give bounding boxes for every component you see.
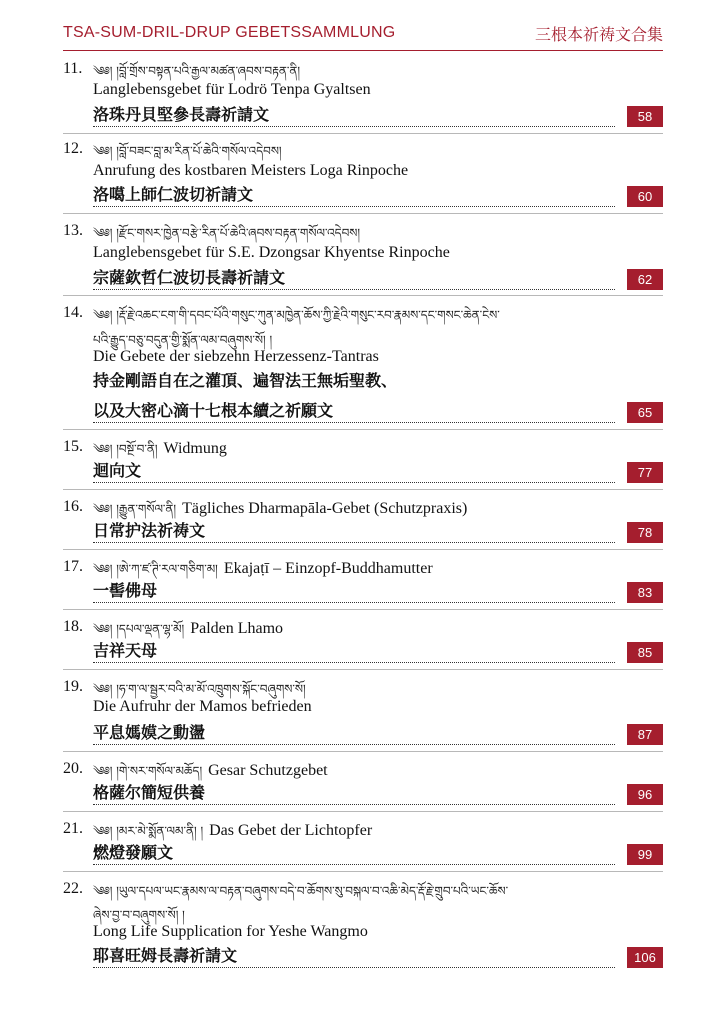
entry-number: 13. — [63, 222, 83, 239]
entry-tibetan-title: ༄༅། །དཔལ་ལྡན་ལྷ་མོ། — [93, 622, 185, 636]
page-number-badge[interactable]: 85 — [627, 642, 663, 663]
toc-entry[interactable] — [63, 134, 663, 214]
entry-german-title: Langlebensgebet für Lodrö Tenpa Gyaltsen — [93, 81, 371, 98]
entry-chinese-title: 一髻佛母 — [93, 580, 615, 603]
entry-number: 18. — [63, 618, 83, 635]
toc-entry[interactable] — [63, 490, 663, 550]
entry-number: 14. — [63, 304, 83, 321]
entry-tibetan-title: ༄༅། །རྡོ་རྗེ་འཆང་ངག་གི་དབང་པོའི་གསུང་ཀུན་མཁྱེན་ཆོས་ཀྱི་རྗེའི་གསུང་རབ་རྣམས་དང་གསང་ཆེན་ངེས་ — [93, 308, 500, 322]
entry-tibetan-title: ༄༅། །བསྔོ་བ་ནི། — [93, 442, 158, 456]
entry-chinese-title: 日常护法祈祷文 — [93, 520, 615, 543]
entry-tibetan-title: ༄༅། །ཨེ་ཀ་ཛ་ཊི་རལ་གཅིག་མ། — [93, 562, 218, 576]
entry-tibetan-title-continued: པའི་རྒྱུད་བཅུ་བདུན་གྱི་སྨོན་ལམ་བཞུགས་སོ། ། — [93, 333, 273, 347]
entry-tibetan-title: ༄༅། །ཡུལ་དཔལ་ཡང་རྣམས་ལ་བརྟན་བཞུགས་བདེ་བ་ཆོགས་སུ་བསྐལ་བ་འཆི་མེད་རྡོ་རྗེ་གྲུབ་པའི་ཡང་ཆོས་ — [93, 884, 509, 898]
entry-german-title: Tägliches Dharmapāla-Gebet (Schutzpraxis) — [182, 500, 468, 517]
page-number-badge[interactable]: 96 — [627, 784, 663, 805]
entry-german-title: Anrufung des kostbaren Meisters Loga Rinpoche — [93, 162, 409, 179]
entry-chinese-title: 格薩尔簡短供養 — [93, 782, 615, 805]
page-number-badge[interactable]: 77 — [627, 462, 663, 483]
toc-entry[interactable] — [63, 430, 663, 490]
entry-number: 15. — [63, 438, 83, 455]
entry-chinese-title: 燃燈發願文 — [93, 842, 615, 865]
page-number-badge[interactable]: 83 — [627, 582, 663, 603]
page-number-badge[interactable]: 99 — [627, 844, 663, 865]
page-number-badge[interactable]: 58 — [627, 106, 663, 127]
entry-german-title: Langlebensgebet für S.E. Dzongsar Khyentse Rinpoche — [93, 244, 450, 261]
toc-entry[interactable] — [63, 670, 663, 752]
entry-german-title: Die Aufruhr der Mamos befrieden — [93, 698, 312, 715]
toc-entry[interactable] — [63, 56, 663, 134]
toc-entry[interactable] — [63, 812, 663, 872]
entry-tibetan-title: ༄༅། །ཧ་ག་ལ་སྦྱར་བའི་མ་མོ་འཁྲུགས་སྐོང་བཞུགས་སོ། — [93, 682, 306, 696]
entry-german-title: Das Gebet der Lichtopfer — [209, 822, 373, 839]
page-number-badge[interactable]: 60 — [627, 186, 663, 207]
entry-number: 21. — [63, 820, 83, 837]
entry-tibetan-title: ༄༅། །གེ་སར་གསོལ་མཆོད། — [93, 764, 203, 778]
entry-number: 16. — [63, 498, 83, 515]
entry-tibetan-title: ༄༅། །རྫོང་གསར་ཁྱེན་བརྩེ་རིན་པོ་ཆེའི་ཞབས་བརྟན་གསོལ་འདེབས། — [93, 226, 361, 240]
page-header — [63, 18, 663, 51]
entry-tibetan-title: ༄༅། །བློ་གྲོས་བསྟན་པའི་རྒྱལ་མཚན་ཞབས་བརྟན་ནི། — [93, 64, 301, 78]
entry-number: 19. — [63, 678, 83, 695]
collection-title-chinese: 三根本祈祷文合集 — [534, 25, 663, 44]
entry-number: 22. — [63, 880, 83, 897]
page-number-badge[interactable]: 65 — [627, 402, 663, 423]
entry-chinese-title: 迴向文 — [93, 460, 615, 483]
table-of-contents — [63, 56, 663, 972]
page-number-badge[interactable]: 106 — [627, 947, 663, 968]
entry-number: 12. — [63, 140, 83, 157]
page-number-badge[interactable]: 62 — [627, 269, 663, 290]
entry-german-title: Long Life Supplication for Yeshe Wangmo — [93, 923, 368, 940]
toc-entry[interactable] — [63, 214, 663, 296]
entry-german-title: Gesar Schutzgebet — [208, 762, 328, 779]
entry-chinese-title: 耶喜旺姆長壽祈請文 — [93, 945, 615, 968]
entry-tibetan-title: ༄༅། །མར་མེ་སྨོན་ལམ་ནི། ། — [93, 824, 204, 838]
entry-chinese-title: 吉祥天母 — [93, 640, 615, 663]
entry-chinese-title: 宗薩欽哲仁波切長壽祈請文 — [93, 267, 615, 290]
entry-german-title: Widmung — [163, 440, 227, 457]
entry-chinese-title: 洛珠丹貝堅參長壽祈請文 — [93, 104, 615, 127]
toc-entry[interactable] — [63, 872, 663, 972]
entry-chinese-title: 以及大密心滴十七根本續之祈願文 — [93, 400, 615, 423]
entry-german-title: Die Gebete der siebzehn Herzessenz-Tantras — [93, 348, 379, 365]
entry-tibetan-title-continued: ཞེས་བྱ་བ་བཞུགས་སོ། ། — [93, 908, 185, 922]
toc-entry[interactable] — [63, 610, 663, 670]
entry-chinese-title-line1: 持金剛語自在之灌頂、遍智法王無垢聖教、 — [93, 371, 398, 390]
toc-entry[interactable] — [63, 296, 663, 430]
entry-german-title: Ekajaṭī – Einzopf-Buddhamutter — [223, 560, 433, 577]
entry-number: 20. — [63, 760, 83, 777]
toc-entry[interactable] — [63, 752, 663, 812]
entry-tibetan-title: ༄༅། །བློ་བཟང་བླ་མ་རིན་པོ་ཆེའི་གསོལ་འདེབས། — [93, 144, 282, 158]
toc-entry[interactable] — [63, 550, 663, 610]
entry-tibetan-title: ༄༅། །རྒྱུན་གསོལ་ནི། — [93, 502, 177, 516]
entry-chinese-title: 洛噶上師仁波切祈請文 — [93, 184, 615, 207]
entry-number: 11. — [63, 60, 83, 77]
entry-german-title: Palden Lhamo — [190, 620, 284, 637]
collection-title: TSA-SUM-DRIL-DRUP GEBETSSAMMLUNG — [63, 24, 396, 41]
entry-chinese-title: 平息媽嫫之動盪 — [93, 722, 615, 745]
entry-number: 17. — [63, 558, 83, 575]
page-number-badge[interactable]: 78 — [627, 522, 663, 543]
page-number-badge[interactable]: 87 — [627, 724, 663, 745]
